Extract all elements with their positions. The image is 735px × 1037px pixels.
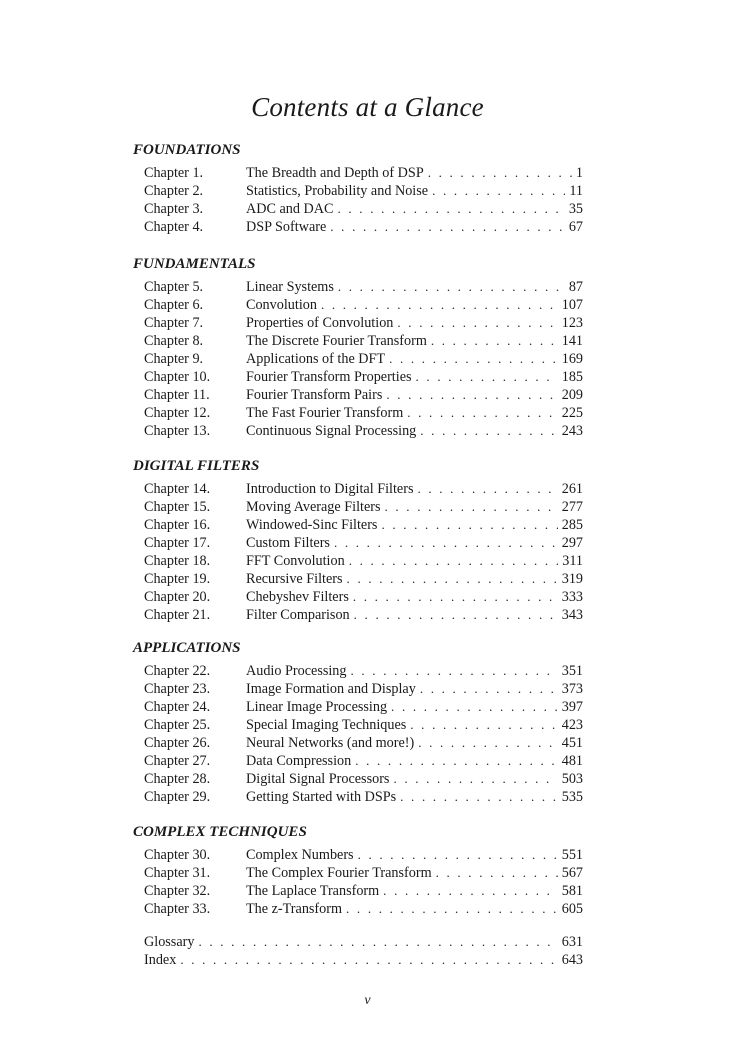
chapter-number: Chapter 4.	[144, 219, 204, 235]
chapter-number: Chapter 5.	[144, 279, 204, 295]
dot-leader	[397, 314, 557, 332]
section-heading: COMPLEX TECHNIQUES	[133, 824, 307, 840]
toc-entry[interactable]	[133, 552, 583, 570]
page-number: 141	[561, 333, 583, 349]
page-number: 373	[561, 681, 583, 697]
toc-entry[interactable]	[133, 864, 583, 882]
toc-entry[interactable]	[133, 422, 583, 440]
chapter-title: Applications of the DFT	[246, 351, 386, 367]
chapter-number: Chapter 12.	[144, 405, 211, 421]
chapter-title: Statistics, Probability and Noise	[246, 183, 429, 199]
chapter-number: Chapter 23.	[144, 681, 211, 697]
chapter-number: Chapter 33.	[144, 901, 211, 917]
dot-leader	[418, 734, 558, 752]
toc-entry[interactable]	[133, 278, 583, 296]
chapter-title: The Breadth and Depth of DSP	[246, 165, 424, 181]
toc-entry[interactable]	[133, 606, 583, 624]
dot-leader	[381, 516, 557, 534]
dot-leader	[432, 182, 565, 200]
chapter-title: FFT Convolution	[246, 553, 345, 569]
chapter-title: ADC and DAC	[246, 201, 334, 217]
page-number: 67	[568, 219, 583, 235]
chapter-title: Digital Signal Processors	[246, 771, 390, 787]
chapter-title: Image Formation and Display	[246, 681, 416, 697]
back-matter-title: Glossary	[144, 934, 195, 950]
toc-entry[interactable]	[133, 480, 583, 498]
chapter-title: Properties of Convolution	[246, 315, 394, 331]
dot-leader	[180, 951, 557, 969]
dot-leader	[338, 200, 565, 218]
toc-entry[interactable]	[133, 534, 583, 552]
toc-entry[interactable]	[133, 332, 583, 350]
dot-leader	[338, 278, 565, 296]
toc-entry[interactable]	[133, 588, 583, 606]
chapter-title: Getting Started with DSPs	[246, 789, 397, 805]
chapter-number: Chapter 17.	[144, 535, 211, 551]
page-number: 503	[561, 771, 583, 787]
dot-leader	[389, 350, 558, 368]
chapter-title: Audio Processing	[246, 663, 347, 679]
dot-leader	[358, 846, 558, 864]
chapter-title: The Discrete Fourier Transform	[246, 333, 427, 349]
dot-leader	[347, 570, 558, 588]
toc-entry[interactable]	[133, 386, 583, 404]
chapter-title: Windowed-Sinc Filters	[246, 517, 378, 533]
chapter-number: Chapter 2.	[144, 183, 204, 199]
page-number: 123	[561, 315, 583, 331]
page-number: 225	[561, 405, 583, 421]
dot-leader	[355, 752, 558, 770]
dot-leader	[410, 716, 557, 734]
page-number: 285	[561, 517, 583, 533]
chapter-title: The z-Transform	[246, 901, 343, 917]
dot-leader	[330, 218, 565, 236]
dot-leader	[436, 864, 558, 882]
page-number: 643	[561, 952, 583, 968]
section-applications	[133, 639, 583, 806]
chapter-title: Convolution	[246, 297, 317, 313]
chapter-title: Moving Average Filters	[246, 499, 381, 515]
chapter-number: Chapter 9.	[144, 351, 204, 367]
page-number: 311	[562, 553, 583, 569]
toc-entry[interactable]	[133, 698, 583, 716]
page-number: 351	[561, 663, 583, 679]
dot-leader	[391, 698, 558, 716]
chapter-number: Chapter 25.	[144, 717, 211, 733]
chapter-title: Data Compression	[246, 753, 352, 769]
chapter-title: Linear Systems	[246, 279, 334, 295]
chapter-number: Chapter 27.	[144, 753, 211, 769]
toc-entry-glossary[interactable]	[133, 933, 583, 951]
chapter-number: Chapter 26.	[144, 735, 211, 751]
chapter-number: Chapter 16.	[144, 517, 211, 533]
chapter-title: The Fast Fourier Transform	[246, 405, 404, 421]
page-number: 481	[561, 753, 583, 769]
chapter-title: Recursive Filters	[246, 571, 343, 587]
dot-leader	[420, 680, 558, 698]
dot-leader	[334, 534, 558, 552]
dot-leader	[198, 933, 557, 951]
toc-entry[interactable]	[133, 404, 583, 422]
page-number: 333	[561, 589, 583, 605]
chapter-number: Chapter 31.	[144, 865, 211, 881]
page-number: 243	[561, 423, 583, 439]
chapter-title: The Complex Fourier Transform	[246, 865, 432, 881]
chapter-number: Chapter 6.	[144, 297, 204, 313]
chapter-number: Chapter 22.	[144, 663, 211, 679]
toc-entry[interactable]	[133, 662, 583, 680]
back-matter-title: Index	[144, 952, 177, 968]
dot-leader	[420, 422, 557, 440]
page-number: 87	[568, 279, 583, 295]
dot-leader	[407, 404, 557, 422]
dot-leader	[346, 900, 558, 918]
page-number: 451	[561, 735, 583, 751]
chapter-number: Chapter 13.	[144, 423, 211, 439]
chapter-title: Fourier Transform Properties	[246, 369, 412, 385]
page-number: 1	[575, 165, 583, 181]
toc-entry-index[interactable]	[133, 951, 583, 969]
dot-leader	[353, 588, 558, 606]
dot-leader	[354, 606, 558, 624]
dot-leader	[431, 332, 558, 350]
toc-entry[interactable]	[133, 296, 583, 314]
dot-leader	[428, 164, 572, 182]
chapter-title: Complex Numbers	[246, 847, 354, 863]
chapter-number: Chapter 8.	[144, 333, 204, 349]
chapter-number: Chapter 15.	[144, 499, 211, 515]
chapter-title: Continuous Signal Processing	[246, 423, 417, 439]
toc-entry[interactable]	[133, 164, 583, 182]
section-digital-filters	[133, 457, 583, 624]
chapter-number: Chapter 11.	[144, 387, 210, 403]
dot-leader	[417, 480, 557, 498]
toc-entry[interactable]	[133, 182, 583, 200]
dot-leader	[349, 552, 559, 570]
dot-leader	[383, 882, 558, 900]
page-number: 277	[561, 499, 583, 515]
chapter-number: Chapter 24.	[144, 699, 211, 715]
chapter-number: Chapter 3.	[144, 201, 204, 217]
toc-entry[interactable]	[133, 770, 583, 788]
dot-leader	[321, 296, 558, 314]
back-matter	[133, 933, 583, 969]
chapter-number: Chapter 1.	[144, 165, 204, 181]
folio-page-number: v	[364, 993, 371, 1008]
page-number: 423	[561, 717, 583, 733]
chapter-number: Chapter 30.	[144, 847, 211, 863]
page-number: 185	[561, 369, 583, 385]
page-number: 397	[561, 699, 583, 715]
chapter-title: Chebyshev Filters	[246, 589, 349, 605]
chapter-number: Chapter 28.	[144, 771, 211, 787]
section-heading: DIGITAL FILTERS	[133, 458, 260, 474]
page-number: 297	[561, 535, 583, 551]
page-title: Contents at a Glance	[251, 92, 484, 122]
dot-leader	[385, 498, 558, 516]
chapter-title: Linear Image Processing	[246, 699, 388, 715]
toc-entry[interactable]	[133, 314, 583, 332]
chapter-number: Chapter 20.	[144, 589, 211, 605]
toc-entry[interactable]	[133, 368, 583, 386]
chapter-title: Custom Filters	[246, 535, 330, 551]
page-number: 535	[561, 789, 583, 805]
toc-entry[interactable]	[133, 882, 583, 900]
chapter-number: Chapter 32.	[144, 883, 211, 899]
toc-entry[interactable]	[133, 516, 583, 534]
chapter-number: Chapter 29.	[144, 789, 211, 805]
page-number: 567	[561, 865, 583, 881]
dot-leader	[416, 368, 558, 386]
chapter-title: Fourier Transform Pairs	[246, 387, 383, 403]
page-number: 209	[561, 387, 583, 403]
dot-leader	[393, 770, 557, 788]
page-number: 605	[561, 901, 583, 917]
chapter-title: Special Imaging Techniques	[246, 717, 407, 733]
dot-leader	[386, 386, 557, 404]
chapter-title: DSP Software	[246, 219, 327, 235]
chapter-number: Chapter 7.	[144, 315, 204, 331]
toc-entry[interactable]	[133, 350, 583, 368]
section-heading: FUNDAMENTALS	[133, 256, 256, 272]
chapter-number: Chapter 21.	[144, 607, 211, 623]
toc-entry[interactable]	[133, 680, 583, 698]
page-number: 261	[561, 481, 583, 497]
chapter-number: Chapter 19.	[144, 571, 211, 587]
chapter-number: Chapter 14.	[144, 481, 211, 497]
section-complex-techniques	[133, 823, 583, 918]
chapter-number: Chapter 18.	[144, 553, 211, 569]
page-number: 107	[561, 297, 583, 313]
toc-entry[interactable]	[133, 788, 583, 806]
section-fundamentals	[133, 255, 583, 440]
toc-entry[interactable]	[133, 200, 583, 218]
section-heading: APPLICATIONS	[133, 640, 241, 656]
dot-leader	[351, 662, 558, 680]
toc-entry[interactable]	[133, 498, 583, 516]
chapter-number: Chapter 10.	[144, 369, 211, 385]
toc-entry[interactable]	[133, 570, 583, 588]
page-number: 169	[561, 351, 583, 367]
page-number: 631	[561, 934, 583, 950]
dot-leader	[400, 788, 558, 806]
page-number: 551	[561, 847, 583, 863]
toc-entry[interactable]	[133, 752, 583, 770]
toc-entry[interactable]	[133, 716, 583, 734]
chapter-title: Filter Comparison	[246, 607, 350, 623]
toc-entry[interactable]	[133, 218, 583, 236]
toc-entry[interactable]	[133, 734, 583, 752]
toc-entry[interactable]	[133, 900, 583, 918]
page-number: 581	[561, 883, 583, 899]
toc-entry[interactable]	[133, 846, 583, 864]
page-number: 11	[569, 183, 583, 199]
page-number: 35	[568, 201, 583, 217]
page-number: 343	[561, 607, 583, 623]
chapter-title: Neural Networks (and more!)	[246, 735, 415, 751]
section-heading: FOUNDATIONS	[133, 142, 241, 158]
section-foundations	[133, 141, 583, 236]
page-number: 319	[561, 571, 583, 587]
chapter-title: The Laplace Transform	[246, 883, 380, 899]
chapter-title: Introduction to Digital Filters	[246, 481, 414, 497]
